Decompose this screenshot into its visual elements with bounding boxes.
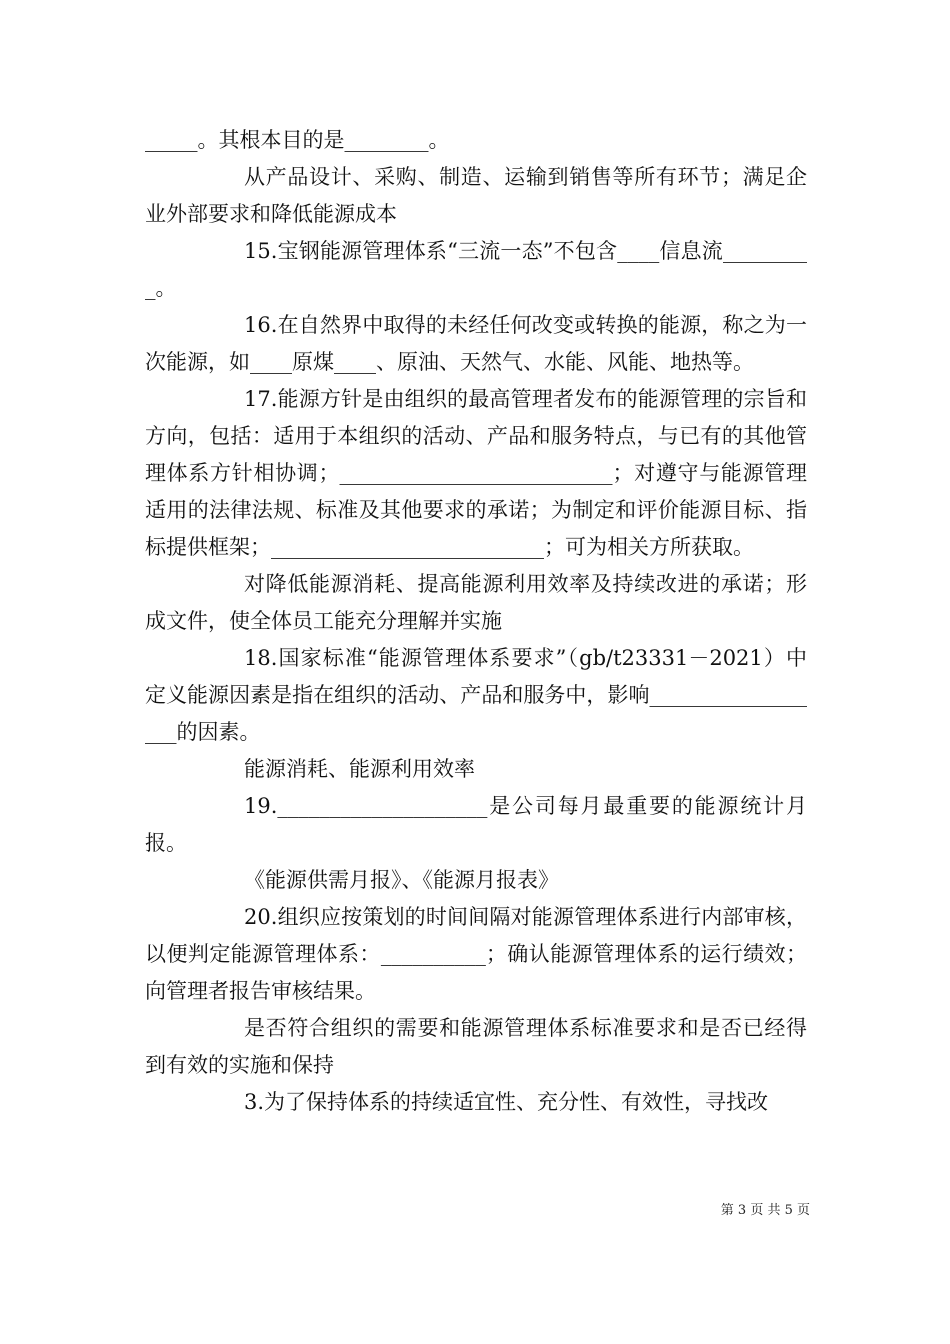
paragraph-4: 16.在自然界中取得的未经任何改变或转换的能源，称之为一次能源，如____原煤____、原油、天然气、水能、风能、地热等。: [145, 313, 807, 374]
paragraph-10: 《能源供需月报》、《能源月报表》: [244, 868, 559, 892]
paragraph-1: _____。其根本目的是________。: [145, 128, 450, 152]
document-body: [145, 122, 807, 1121]
paragraph-13: 3.为了保持体系的持续适宜性、充分性、有效性，寻找改: [244, 1090, 769, 1114]
paragraph-3: 15.宝钢能源管理体系“三流一态”不包含____信息流_________。: [145, 239, 807, 300]
paragraph-12: 是否符合组织的需要和能源管理体系标准要求和是否已经得到有效的实施和保持: [145, 1016, 807, 1077]
paragraph-8: 能源消耗、能源利用效率: [244, 757, 475, 781]
paragraph-5: 17.能源方针是由组织的最高管理者发布的能源管理的宗旨和方向，包括：适用于本组织的活动、产品和服务特点，与已有的其他管理体系方针相协调；__________________________；对遵守与能源管理适用的法律法规、标准及其他要求的承诺；为制定和评价能源目标、指标提供框架；__________________________；可为相关方所获取。: [145, 387, 807, 559]
paragraph-7: 18.国家标准“能源管理体系要求”（gb/t23331－2021）中定义能源因素是指在组织的活动、产品和服务中，影响__________________的因素。: [145, 646, 807, 744]
paragraph-9: 19.____________________是公司每月最重要的能源统计月报。: [145, 794, 807, 855]
paragraph-11: 20.组织应按策划的时间间隔对能源管理体系进行内部审核，以便判定能源管理体系：__________；确认能源管理体系的运行绩效；向管理者报告审核结果。: [145, 905, 807, 1003]
paragraph-6: 对降低能源消耗、提高能源利用效率及持续改进的承诺；形成文件，使全体员工能充分理解并实施: [145, 572, 807, 633]
paragraph-2: 从产品设计、采购、制造、运输到销售等所有环节；满足企业外部要求和降低能源成本: [145, 165, 807, 226]
page-number-footer: 第 3 页 共 5 页: [720, 1203, 810, 1218]
